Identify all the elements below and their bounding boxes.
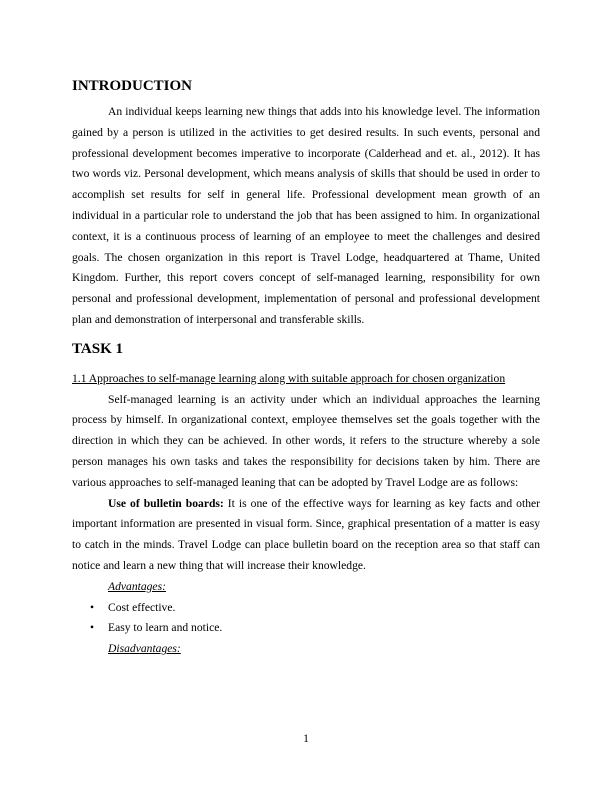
bulletin-boards-text: It is one of the effective ways for learning as key facts and other important information are presented in visual form. Since, graphical presentation of a matter is easy to catch in the minds. Travel Lodge can place bulletin board on the reception area so that staff can notice and learn a new thing that will increase their knowledge.	[72, 496, 540, 572]
list-item	[90, 598, 540, 619]
task1-paragraph: Self-managed learning is an activity under which an individual approaches the learning process by himself. In organizational context, employee themselves set the goals together with the direction in which they can be achieved. In other words, it refers to the structure whereby a sole person manages his own tasks and takes the responsibility for decisions taken by him. There are various approaches to self-managed leaning that can be adopted by Travel Lodge are as follows:	[72, 392, 540, 489]
list-item	[90, 618, 540, 639]
disadvantages-label: Disadvantages:	[108, 642, 181, 656]
list-item-text: Cost effective.	[108, 600, 176, 614]
task1-subheading: 1.1 Approaches to self-manage learning along with suitable approach for chosen organization	[72, 371, 506, 385]
introduction-heading: INTRODUCTION	[72, 78, 193, 94]
bullet-icon: •	[90, 621, 95, 635]
page-number: 1	[303, 732, 309, 745]
bulletin-boards-paragraph	[72, 494, 540, 577]
advantages-list	[72, 598, 540, 640]
introduction-paragraph: An individual keeps learning new things that adds into his knowledge level. The information gained by a person is utilized in the activities to get desired results. In such events, personal and professional development becomes imperative to incorporate (Calderhead and et. al., 2012). It has two words viz. Personal development, which means analysis of skills that should be used in order to accomplish set results for self in general life. Professional development mean growth of an individual in a particular role to understand the job that has been assigned to him. In organizational context, it is a continuous process of learning of an employee to meet the challenges and desired goals. The chosen organization in this report is Travel Lodge, headquartered at Thame, United Kingdom. Further, this report covers concept of self-managed learning, responsibility for own personal and professional development, implementation of personal and professional development plan and demonstration of interpersonal and transferable skills.	[72, 105, 540, 326]
advantages-label: Advantages:	[108, 579, 166, 593]
bulletin-boards-label: Use of bulletin boards:	[108, 496, 224, 510]
page-content	[72, 76, 540, 660]
task1-heading: TASK 1	[72, 340, 123, 357]
list-item-text: Easy to learn and notice.	[108, 621, 223, 635]
bullet-icon: •	[90, 600, 95, 614]
